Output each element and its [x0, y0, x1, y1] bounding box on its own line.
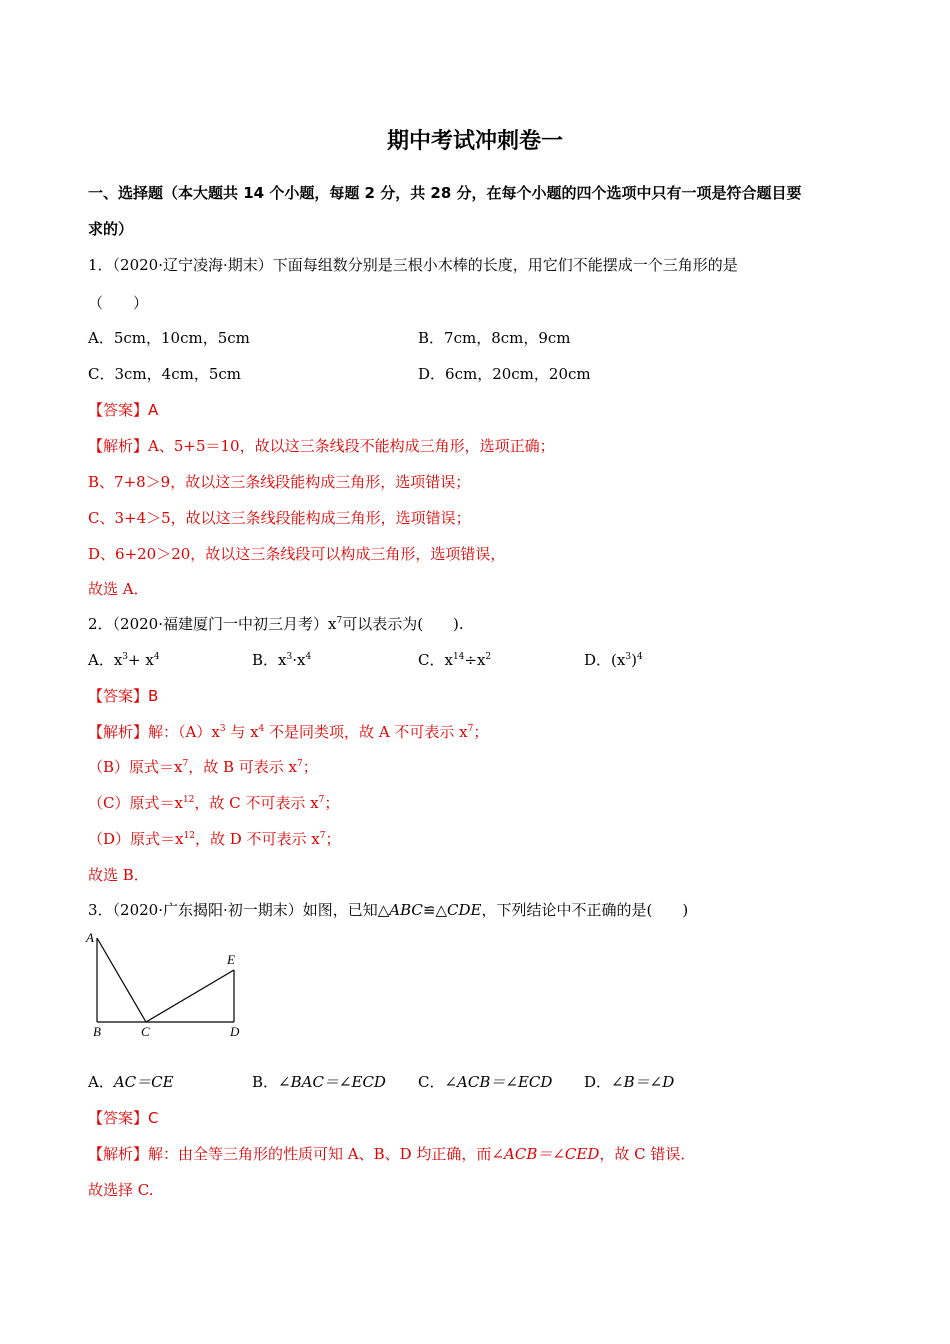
t: ∠ACB＝∠CED — [491, 1145, 600, 1163]
q2-option-d — [584, 649, 643, 671]
analysis-label: 【解析】 — [88, 437, 149, 455]
t: D． — [584, 1073, 612, 1091]
q3-option-b — [252, 1071, 386, 1093]
answer-label: 【答案】 — [88, 687, 149, 705]
t: 不是同类项，故 A 不可表示 x — [264, 723, 468, 741]
q3-option-d — [584, 1071, 674, 1093]
q2-stem-text: 2．（2020·福建厦门一中初三月考）x — [88, 615, 337, 633]
q1-analysis-1 — [88, 435, 555, 457]
q2-analysis-3 — [88, 792, 339, 814]
t: ∠B＝∠D — [611, 1073, 675, 1091]
page-title: 期中考试冲刺卷一 — [386, 129, 563, 154]
q3-stem — [88, 899, 688, 921]
q3-option-c — [418, 1071, 552, 1093]
triangle-figure — [84, 926, 254, 1041]
t: ，下列结论中不正确的是( ) — [481, 901, 689, 919]
exp: 4 — [305, 652, 312, 662]
exp: 3 — [625, 652, 632, 662]
exp: 7 — [182, 759, 189, 769]
vertex-label-d: D — [230, 1024, 240, 1039]
exp: 14 — [452, 652, 465, 662]
q2-option-a — [88, 649, 160, 671]
answer-value: B — [148, 687, 159, 705]
t: ABC — [389, 901, 423, 919]
t: ； — [324, 794, 340, 812]
q1-stem: 1．（2020·辽宁凌海·期末）下面每组数分别是三根小木棒的长度，用它们不能摆成一个三角形的是 — [88, 256, 738, 274]
q3-conclusion: 故选择 C. — [88, 1181, 154, 1199]
answer-label: 【答案】 — [88, 401, 149, 419]
exp: 3 — [219, 724, 226, 734]
answer-value: A — [148, 401, 159, 419]
q2-option-b — [252, 649, 311, 671]
t: （B）原式＝x — [88, 758, 183, 776]
exp: 4 — [258, 724, 265, 734]
exp: 2 — [485, 652, 492, 662]
analysis-text: A、5+5＝10，故以这三条线段不能构成三角形，选项正确； — [148, 437, 555, 455]
t: B． — [252, 1073, 279, 1091]
q1-analysis-4: D、6+20＞20，故以这三条线段可以构成三角形，选项错误， — [88, 545, 506, 563]
t: 与 x — [225, 723, 259, 741]
vertex-label-c: C — [141, 1024, 150, 1039]
segment-ce — [146, 970, 234, 1022]
t: 3．（2020·广东揭阳·初一期末）如图，已知△ — [88, 901, 390, 919]
q2-analysis-4 — [88, 828, 341, 850]
q3-analysis — [88, 1143, 695, 1165]
opt-text: B．x — [252, 651, 287, 669]
t: （D）原式＝x — [88, 830, 184, 848]
answer-value: C — [148, 1109, 159, 1127]
exp: 3 — [286, 652, 293, 662]
t: 解：由全等三角形的性质可知 A、B、D 均正确，而 — [148, 1145, 492, 1163]
t: ，故 D 不可表示 x — [194, 830, 320, 848]
t: （C）原式＝x — [88, 794, 183, 812]
opt-text: ·x — [292, 651, 306, 669]
t: C． — [418, 1073, 445, 1091]
t: CDE — [447, 901, 482, 919]
q2-analysis-1 — [88, 721, 488, 743]
section-heading-line2: 求的） — [88, 220, 134, 238]
q2-stem-tail: 可以表示为( ). — [342, 615, 464, 633]
t: ，故 C 不可表示 x — [194, 794, 319, 812]
q1-paren: （ ） — [88, 294, 149, 312]
exp: 7 — [297, 759, 303, 769]
q1-option-a: A．5cm，10cm，5cm — [88, 329, 250, 347]
exp: 7 — [319, 831, 326, 841]
t: 解：（A）x — [148, 723, 220, 741]
exp: 12 — [183, 831, 195, 841]
opt-text: + x — [128, 651, 154, 669]
vertex-label-b: B — [93, 1024, 101, 1039]
exp: 7 — [467, 724, 474, 734]
t: ∠ACB＝∠ECD — [444, 1073, 553, 1091]
t: ≌△ — [422, 901, 448, 919]
t: ，故 C 错误． — [599, 1145, 696, 1163]
q1-conclusion: 故选 A． — [88, 580, 149, 598]
exp: 3 — [122, 652, 129, 662]
segment-ac — [97, 938, 146, 1022]
answer-label: 【答案】 — [88, 1109, 149, 1127]
t: ，故 B 可表示 x — [188, 758, 298, 776]
exp: 12 — [182, 795, 195, 805]
q2-analysis-2 — [88, 756, 318, 778]
vertex-label-a: A — [86, 930, 94, 945]
exp: 4 — [636, 652, 643, 662]
section-heading-line1: 一、选择题（本大题共 14 个小题，每题 2 分，共 28 分，在每个小题的四个选项中只有一项是符合题目要 — [88, 184, 802, 202]
q2-stem — [88, 613, 464, 635]
q1-option-b: B．7cm，8cm，9cm — [418, 329, 571, 347]
analysis-label: 【解析】 — [88, 1145, 149, 1163]
vertex-label-e: E — [227, 952, 235, 967]
opt-text: ) — [631, 651, 637, 669]
t: ； — [302, 758, 318, 776]
t: ； — [325, 830, 341, 848]
opt-text: ÷x — [464, 651, 486, 669]
q1-analysis-3: C、3+4＞5，故以这三条线段能构成三角形，选项错误； — [88, 509, 471, 527]
q1-option-d: D．6cm，20cm，20cm — [418, 365, 591, 383]
q3-option-a — [88, 1071, 174, 1093]
q3-answer — [88, 1107, 159, 1129]
opt-text: A．x — [88, 651, 123, 669]
q2-option-c — [418, 649, 491, 671]
opt-text: C．x — [418, 651, 453, 669]
t: ∠BAC＝∠ECD — [278, 1073, 386, 1091]
q2-answer — [88, 685, 158, 707]
q1-answer — [88, 399, 158, 421]
analysis-label: 【解析】 — [88, 723, 149, 741]
opt-text: D．(x — [584, 651, 626, 669]
q2-stem-exponent: 7 — [336, 616, 343, 626]
q2-conclusion: 故选 B． — [88, 866, 149, 884]
t: A． — [88, 1073, 114, 1091]
exp: 4 — [153, 652, 160, 662]
q1-option-c: C．3cm，4cm，5cm — [88, 365, 241, 383]
exp: 7 — [318, 795, 325, 805]
t: AC＝CE — [113, 1073, 174, 1091]
t: ； — [473, 723, 489, 741]
q1-analysis-2: B、7+8＞9，故以这三条线段能构成三角形，选项错误； — [88, 473, 471, 491]
